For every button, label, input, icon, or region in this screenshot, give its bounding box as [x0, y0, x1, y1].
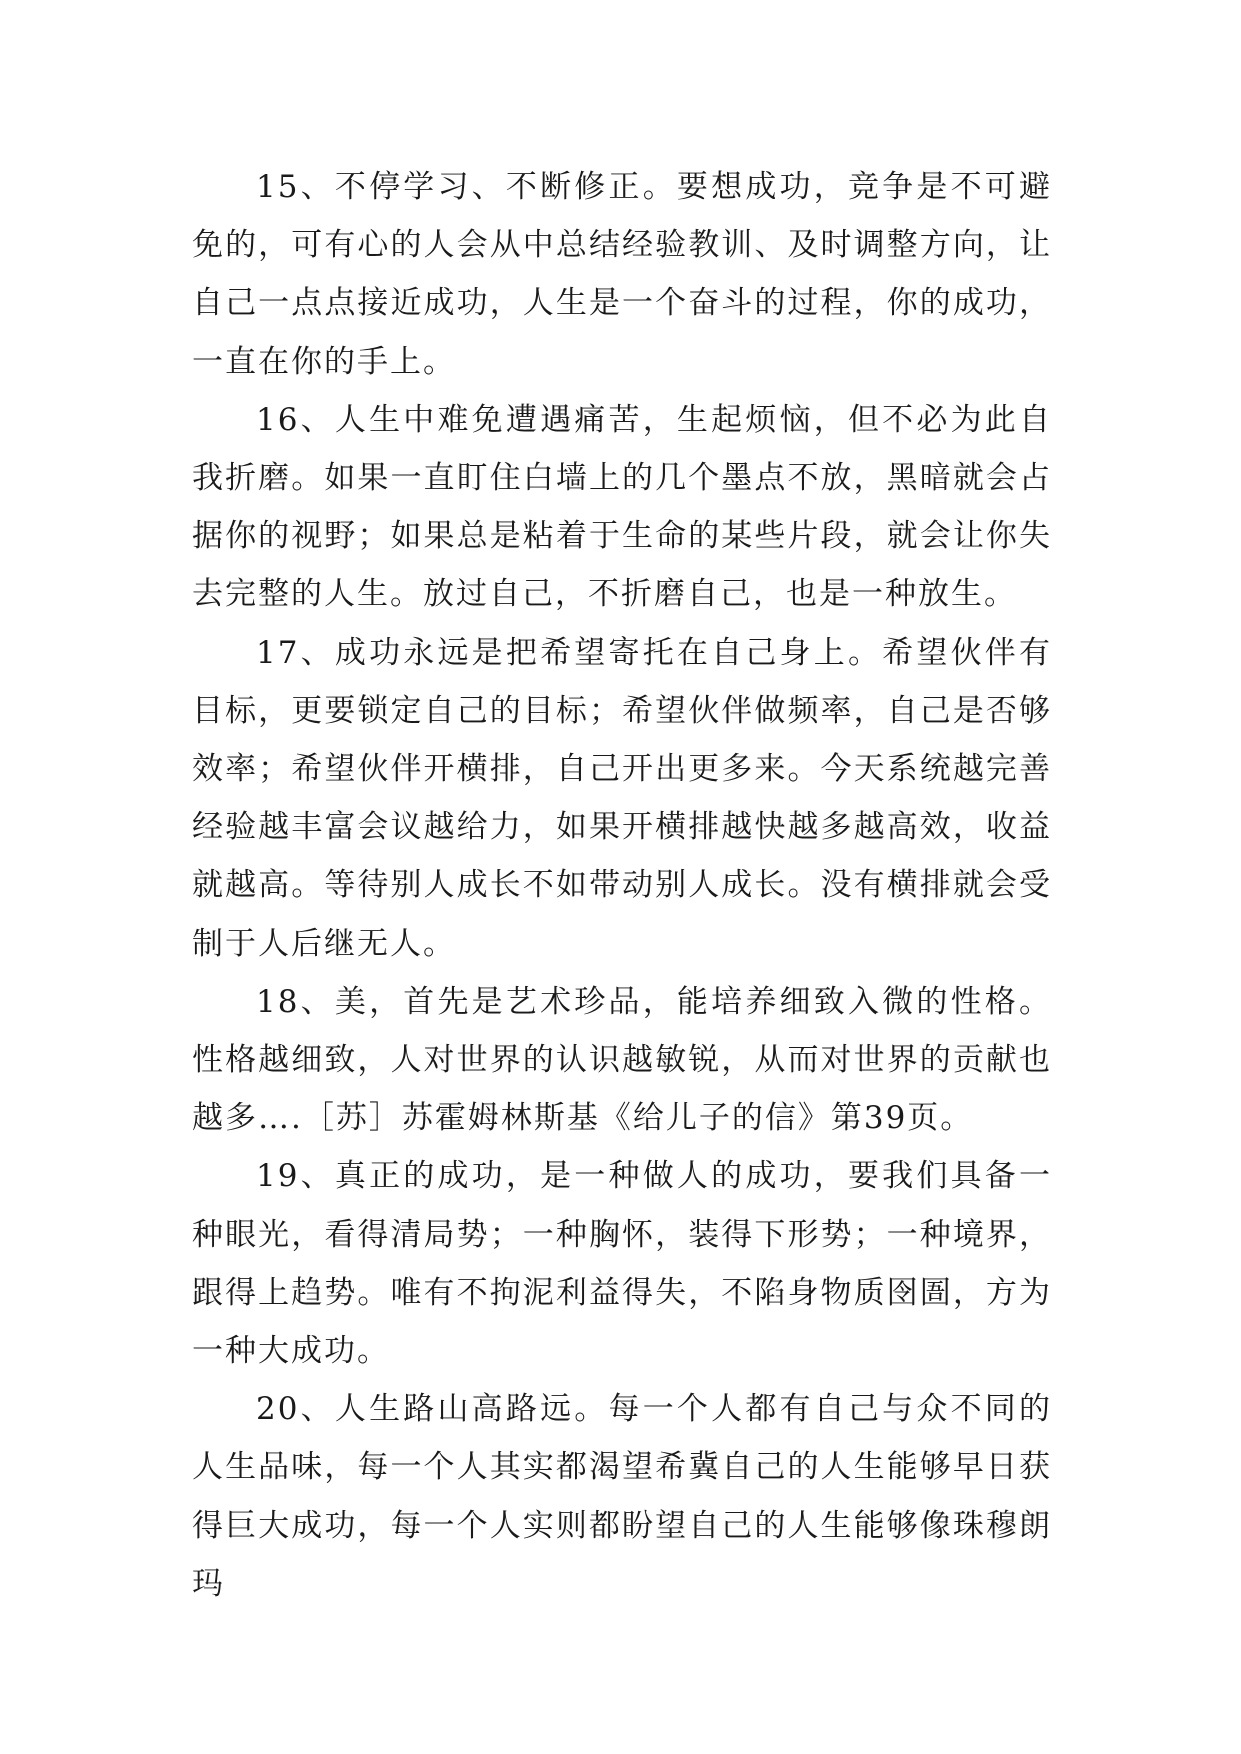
- paragraph-16: 16、人生中难免遭遇痛苦，生起烦恼，但不必为此自我折磨。如果一直盯住白墙上的几个墨点不放，黑暗就会占据你的视野；如果总是粘着于生命的某些片段，就会让你失去完整的人生。放过自己，不折磨自己，也是一种放生。: [192, 401, 1052, 613]
- paragraph-15: 15、不停学习、不断修正。要想成功，竞争是不可避免的，可有心的人会从中总结经验教训、及时调整方向，让自己一点点接近成功，人生是一个奋斗的过程，你的成功，一直在你的手上。: [192, 169, 1052, 380]
- paragraph-20: 20、人生路山高路远。每一个人都有自己与众不同的人生品味，每一个人其实都渴望希冀自己的人生能够早日获得巨大成功，每一个人实则都盼望自己的人生能够像珠穆朗玛: [192, 1391, 1052, 1602]
- paragraph-17: 17、成功永远是把希望寄托在自己身上。希望伙伴有目标，更要锁定自己的目标；希望伙伴做频率，自己是否够效率；希望伙伴开横排，自己开出更多来。今天系统越完善经验越丰富会议越给力，如果开横排越快越多越高效，收益就越高。等待别人成长不如带动别人成长。没有横排就会受制于人后继无人。: [192, 634, 1052, 962]
- paragraph-18: 18、美，首先是艺术珍品，能培养细致入微的性格。性格越细致，人对世界的认识越敏锐，从而对世界的贡献也越多….［苏］苏霍姆林斯基《给儿子的信》第39页。: [192, 983, 1052, 1137]
- document-body: [192, 158, 1052, 1613]
- paragraph-19: 19、真正的成功，是一种做人的成功，要我们具备一种眼光，看得清局势；一种胸怀，装得下形势；一种境界，跟得上趋势。唯有不拘泥利益得失，不陷身物质囹圄，方为一种大成功。: [192, 1158, 1052, 1370]
